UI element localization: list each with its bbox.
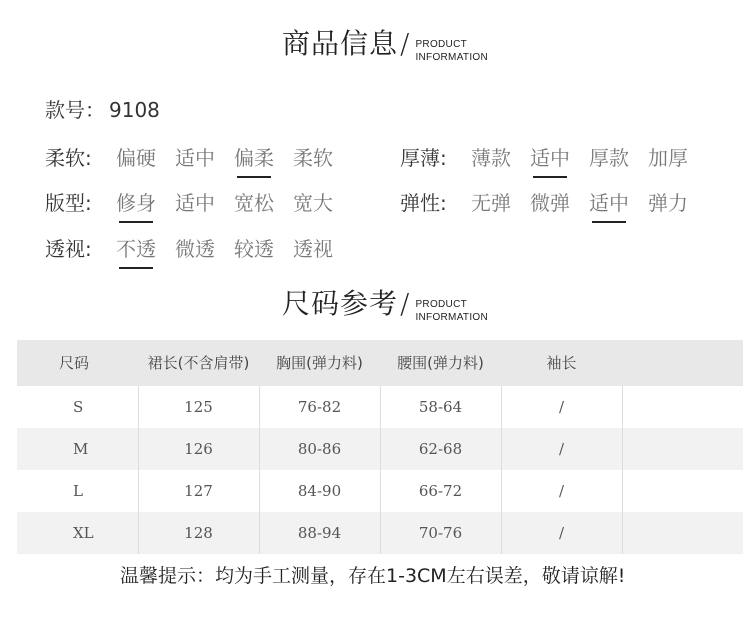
table-cell <box>622 386 743 428</box>
table-cell: 76-82 <box>259 386 380 428</box>
attr-option: 微弹 <box>530 190 570 215</box>
table-cell: 128 <box>138 512 259 554</box>
table-row <box>17 428 743 470</box>
header-empty <box>622 340 743 386</box>
attr-option: 偏硬 <box>116 145 156 170</box>
attr-option: 弹力 <box>648 190 688 215</box>
attr-label: 版型: <box>45 190 92 215</box>
attr-option: 宽大 <box>293 190 333 215</box>
title-slash: / <box>400 27 410 60</box>
table-cell <box>622 428 743 470</box>
attr-label: 透视: <box>45 236 92 261</box>
table-cell: 80-86 <box>259 428 380 470</box>
size-reference-subtitle: PRODUCT INFORMATION <box>415 299 489 323</box>
attr-sheerness <box>45 232 351 262</box>
attr-option: 适中 <box>175 145 215 170</box>
attr-option-selected: 不透 <box>115 233 157 262</box>
attr-option: 薄款 <box>471 145 511 170</box>
header-dress-length: 裙长(不含肩带) <box>138 340 259 386</box>
style-number <box>45 94 160 123</box>
attr-thickness <box>400 141 706 171</box>
attr-option-selected: 适中 <box>529 142 571 171</box>
table-cell: 88-94 <box>259 512 380 554</box>
table-cell: 70-76 <box>380 512 501 554</box>
attr-option: 透视 <box>293 236 333 261</box>
attr-option: 较透 <box>234 236 274 261</box>
title-slash: / <box>400 287 410 320</box>
table-cell: / <box>501 470 622 512</box>
attr-option: 适中 <box>175 190 215 215</box>
style-number-label: 款号： <box>45 98 105 122</box>
table-row <box>17 512 743 554</box>
style-number-value: 9108 <box>109 98 160 122</box>
product-info-title <box>282 27 489 63</box>
attr-option: 宽松 <box>234 190 274 215</box>
attr-fit <box>45 186 351 216</box>
attr-label: 弹性: <box>400 190 447 215</box>
table-cell: S <box>17 386 138 428</box>
product-info-heading: 商品信息 <box>282 27 399 60</box>
header-sleeve: 袖长 <box>501 340 622 386</box>
attr-option: 柔软 <box>293 145 333 170</box>
header-waist: 腰围(弹力料) <box>380 340 501 386</box>
attr-softness <box>45 141 351 171</box>
table-cell: 126 <box>138 428 259 470</box>
attr-option-selected: 修身 <box>115 187 157 216</box>
attr-option: 无弹 <box>471 190 511 215</box>
table-cell: L <box>17 470 138 512</box>
size-reference-title <box>282 287 489 323</box>
header-size: 尺码 <box>17 340 138 386</box>
size-reference-heading: 尺码参考 <box>282 287 399 320</box>
header-bust: 胸围(弹力料) <box>259 340 380 386</box>
table-cell: 62-68 <box>380 428 501 470</box>
attr-option-selected: 适中 <box>588 187 630 216</box>
table-cell: / <box>501 386 622 428</box>
table-cell: 127 <box>138 470 259 512</box>
attr-option: 微透 <box>175 236 215 261</box>
table-cell: 66-72 <box>380 470 501 512</box>
size-table <box>17 340 743 554</box>
attr-option-selected: 偏柔 <box>233 142 275 171</box>
table-cell <box>622 512 743 554</box>
table-cell: 125 <box>138 386 259 428</box>
table-cell: M <box>17 428 138 470</box>
size-table-header <box>17 340 743 386</box>
attr-option: 加厚 <box>648 145 688 170</box>
measurement-tip: 温馨提示：均为手工测量，存在1-3CM左右误差，敬请谅解! <box>120 565 626 587</box>
table-cell: XL <box>17 512 138 554</box>
table-cell: / <box>501 428 622 470</box>
table-cell: 84-90 <box>259 470 380 512</box>
attr-label: 柔软: <box>45 145 92 170</box>
table-row <box>17 386 743 428</box>
attr-label: 厚薄: <box>400 145 447 170</box>
table-cell <box>622 470 743 512</box>
table-cell: / <box>501 512 622 554</box>
table-row <box>17 470 743 512</box>
attr-elasticity <box>400 186 706 216</box>
product-info-subtitle: PRODUCT INFORMATION <box>415 39 489 63</box>
attr-option: 厚款 <box>589 145 629 170</box>
table-cell: 58-64 <box>380 386 501 428</box>
